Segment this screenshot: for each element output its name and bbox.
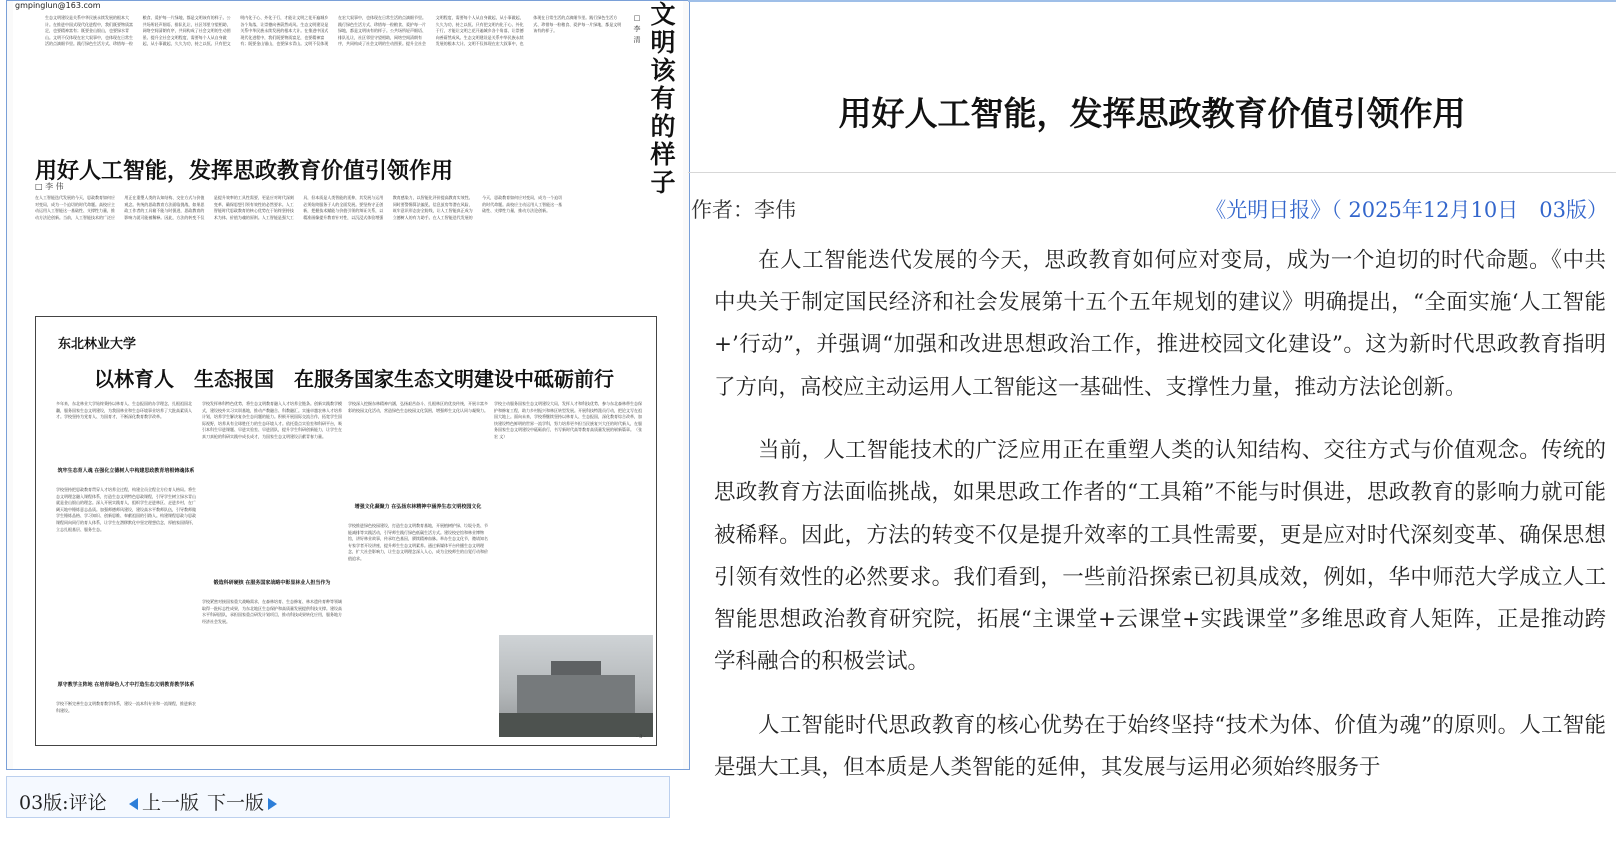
photo-trees-shape <box>499 713 653 737</box>
edition-navigation <box>6 776 670 818</box>
next-edition-button[interactable] <box>207 788 281 815</box>
top-columns-text[interactable]: 生态文明建设是关系中华民族永续发展的根本大计。在推进中国式现代化进程中，我们既要物质富足，也要精神富有；既要金山银山，也要绿水青山。文明不仅体现在宏大叙事中，也体现在日常生活的点滴细节里。践行绿色生活方式、珍惜每一粒粮食、爱护每一片绿地，都是文明该有的样子。公共场所轻声细语、排队礼让，社区邻里守望相助，网络空间清朗有序，共同构成了社会文明的生动图景。提升全社会文明程度，需要每个人从自身做起，从小事做起，久久为功，持之以恒。只有把文明内化于心、外化于行，才能让文明之花开遍城乡各个角落，让崇德向善蔚然成风。生态文明建设是关系中华民族永续发展的根本大计。在推进中国式现代化进程中，我们既要物质富足，也要精神富有；既要金山银山，也要绿水青山。文明不仅体现在宏大叙事中，也体现在日常生活的点滴细节里。践行绿色生活方式、珍惜每一粒粮食、爱护每一片绿地，都是文明该有的样子。公共场所轻声细语、排队礼让，社区邻里守望相助，网络空间清朗有序，共同构成了社会文明的生动图景。提升全社会文明程度，需要每个人从自身做起，从小事做起，久久为功，持之以恒。只有把文明内化于心、外化于行，才能让文明之花开遍城乡各个角落，让崇德向善蔚然成风。生态文明建设是关系中华民族永续发展的根本大计。文明不仅体现在宏大叙事中，也体现在日常生活的点滴细节里。践行绿色生活方式、珍惜每一粒粮食、爱护每一片绿地，都是文明该有的样子。 <box>45 15 622 47</box>
article-columns-text[interactable]: 在人工智能迭代发展的今天，思政教育如何应对变局，成为一个迫切的时代命题。高校应主动运用人工智能这一基础性、支撑性力量，推动方法论创新。当前，人工智能技术的广泛应用正在重塑人类的认知结构、交往方式与价值观念。传统的思政教育方法面临挑战，如果思政工作者的工具箱不能与时俱进，思政教育的影响力就可能被稀释。因此，方法的转变不仅是提升效率的工具性需要，更是应对时代深刻变革、确保思想引领有效性的必然要求。人工智能时代思政教育的核心优势在于始终坚持技术为体、价值为魂的原则。人工智能是强大工具，但本质是人类智能的延伸，其发展与运用必须始终服务于人的全面发展。要坚持守正创新，把握技术赋能与价值引领的辩证关系，以精准画像提升教育针对性，以沉浸式体验增强教育感染力，以智能化评价提高教育实效性。同时要警惕算法偏见、信息茧房等潜在风险，筑牢意识形态安全防线，让人工智能真正成为立德树人的有力助手。在人工智能迭代发展的今天，思政教育如何应对变局，成为一个迫切的时代命题。高校应主动运用人工智能这一基础性、支撑性力量，推动方法论创新。 <box>35 195 563 220</box>
featured-column-1c: 学校不断完善生态文明教育教学体系，建设一流本科专业和一流课程，推进新农科建设。 <box>56 701 196 713</box>
article-body <box>714 240 1606 810</box>
page-email: gmpinglun@163.com <box>15 1 101 10</box>
campus-building-photo <box>499 635 653 737</box>
section-title-1: 筑牢生态育人魂 在强化立德树人中构建思政教育培根铸魂体系 <box>57 468 195 474</box>
top-right-article-title[interactable]: 文明该有的样子 <box>650 0 676 197</box>
article-paragraph: 人工智能时代思政教育的核心优势在于始终坚持“技术为体、价值为魂”的原则。人工智能是强大工具，但本质是人类智能的延伸，其发展与运用必须始终服务于 <box>714 712 1606 780</box>
article-paragraph: 当前，人工智能技术的广泛应用正在重塑人类的认知结构、交往方式与价值观念。传统的思政教育方法面临挑战，如果思政工作者的“工具箱”不能与时俱进，思政教育的影响力就可能被稀释。因此，方法的转变不仅是提升效率的工具性需要，更是应对时代深刻变革、确保思想引领有效性的必然要求。我们看到，一些前沿探索已初具成效，例如，华中师范大学成立人工智能思想政治教育研究院，拓展“主课堂+云课堂+实践课堂”多维思政育人矩阵，正是推动跨学科融合的积极尝试。 <box>714 438 1606 675</box>
featured-column-4: 学校主动服务国家生态文明建设大局，发挥人才和科技优势，参与东北森林带生态保护和修复工程，助力乡村振兴和林区转型发展。开展科技特派员行动，把论文写在祖国大地上。面向未来，学校将继续坚持以林育人、生态报国，深化教育综合改革，加快建设特色鲜明的世界一流学科，努力培养更多担当民族复兴大任的时代新人，在服务国家生态文明建设中砥砺前行，书写新时代高等教育高质量发展的崭新篇章。（张 宏 文） <box>494 401 642 439</box>
next-edition-label: 下一版 <box>207 792 265 814</box>
section-title-4: 厚守教学主阵地 在培育绿色人才中打造生态文明教育教学体系 <box>57 682 195 688</box>
article-headline-thumbnail[interactable]: 用好人工智能，发挥思政教育价值引领作用 <box>35 158 454 184</box>
photo-building-shape <box>517 675 635 715</box>
top-divider <box>688 0 1616 2</box>
arrow-left-icon <box>129 798 138 810</box>
featured-article-box[interactable] <box>35 316 657 746</box>
edition-label[interactable]: 03版:评论 <box>19 792 107 814</box>
newspaper-page-image[interactable] <box>13 1 683 769</box>
arrow-right-icon <box>268 798 277 810</box>
prev-edition-button[interactable] <box>125 788 199 815</box>
featured-column-3: 学校深入挖掘东林精神内涵，弘扬艰苦奋斗、扎根林区的优良传统，开展丰富多彩的校园文化活动，营造绿色生态校园文化氛围，增强师生文化认同与凝聚力。 <box>348 401 488 413</box>
article-title: 用好人工智能，发挥思政教育价值引领作用 <box>838 94 1466 133</box>
featured-column-2: 学校发挥林科特色优势，将生态文明教育融入人才培养全链条。创新实践教学模式，建设校外实习实训基地，推动产教融合、科教融汇。实施卓越农林人才培养计划，培养学生解决复杂生态问题的能力。积极开展国际交流合作，拓宽学生国际视野，培养具有全球胜任力的生态环境人才。依托重点实验室和科研平台，吸引本科生早进课题、早进实验室、早进团队，提升学生科研创新能力，让学生在真刀真枪的科研实践中成长成才，为国家生态文明建设贡献青春力量。 <box>202 401 342 439</box>
featured-article-subtitle: 东北林业大学 <box>58 337 137 352</box>
newspaper-page-panel <box>6 0 690 770</box>
page-number: - 3 - <box>636 734 646 740</box>
section-title-3: 锻造科研硬核 在服务国家战略中彰显林业人担当作为 <box>213 580 331 586</box>
featured-column-1: 多年来，东北林业大学始终秉持以林育人、生态报国的办学理念，扎根祖国北疆，服务国家生态文明建设，为我国林业和生态环境事业培养了大批高素质人才。学校坚持为党育人、为国育才，不断深化教育教学改革。 <box>56 401 192 420</box>
top-right-article-author: □ 李 清 <box>633 14 641 44</box>
featured-article-title[interactable]: 以林育人 生态报国 在服务国家生态文明建设中砥砺前行 <box>94 367 614 391</box>
featured-column-3b: 学校推进绿色校园建设，打造生态文明教育基地，开展植树护绿、垃圾分类、节能减排等实践活动，引导师生践行绿色低碳生活方式。建设校史馆和林业博物馆，讲好林业故事，传承红色基因，赓续精神血脉。举办生态文化节，邀请知名专家学者开设讲座，提升师生生态文明素养。通过新媒体平台传播生态文明理念，扩大社会影响力，让生态文明理念深入人心，成为全校师生的自觉行动和价值追求。 <box>348 523 488 561</box>
section-title-5: 增强文化凝聚力 在弘扬东林精神中涵养生态文明校园文化 <box>354 504 482 510</box>
article-paragraph: 在人工智能迭代发展的今天，思政教育如何应对变局，成为一个迫切的时代命题。《中共中央关于制定国民经济和社会发展第十五个五年规划的建议》明确提出，“全面实施‘人工智能+’行动”，并强调“加强和改进思想政治工作，推进校园文化建设”。这为新时代思政教育指明了方向，高校应主动运用人工智能这一基础性、支撑性力量，推动方法论创新。 <box>714 248 1606 400</box>
title-divider <box>688 172 1616 173</box>
featured-column-2b: 学校紧密对接国家重大战略需求，在森林培育、生态修复、林木遗传育种等领域取得一批标志性成果，为东北地区生态保护和高质量发展提供科技支撑。建设高水平科研团队，承担国家重点研发计划项目，推动科技成果转化应用，服务地方经济社会发展。 <box>202 599 342 624</box>
prev-edition-label: 上一版 <box>142 792 200 814</box>
article-author: 作者：李伟 <box>691 198 796 222</box>
article-reader-panel <box>688 0 1616 850</box>
article-byline-thumbnail: □ 李 伟 <box>35 182 64 191</box>
article-source-link[interactable]: 《光明日报》（ 2025年12月10日 03版） <box>1205 198 1608 222</box>
featured-column-1b: 学校坚持把思政教育贯穿人才培养全过程，构建全员全程全方位育人格局。将生态文明理念融入课程体系，打造生态文明特色思政课程，引导学生树立绿水青山就是金山银山的理念。深入开展实践育人，组织学生走进林区、走进乡村，在广阔天地中锤炼意志品质。加强师德师风建设，建设高水平教师队伍，引导教师做学生锤炼品格、学习知识、创新思维、奉献祖国的引路人。构建课程思政与思政课程同向同行的育人体系，让学生在潜移默化中坚定理想信念，厚植家国情怀，立志扎根基层、服务生态。 <box>56 487 196 532</box>
